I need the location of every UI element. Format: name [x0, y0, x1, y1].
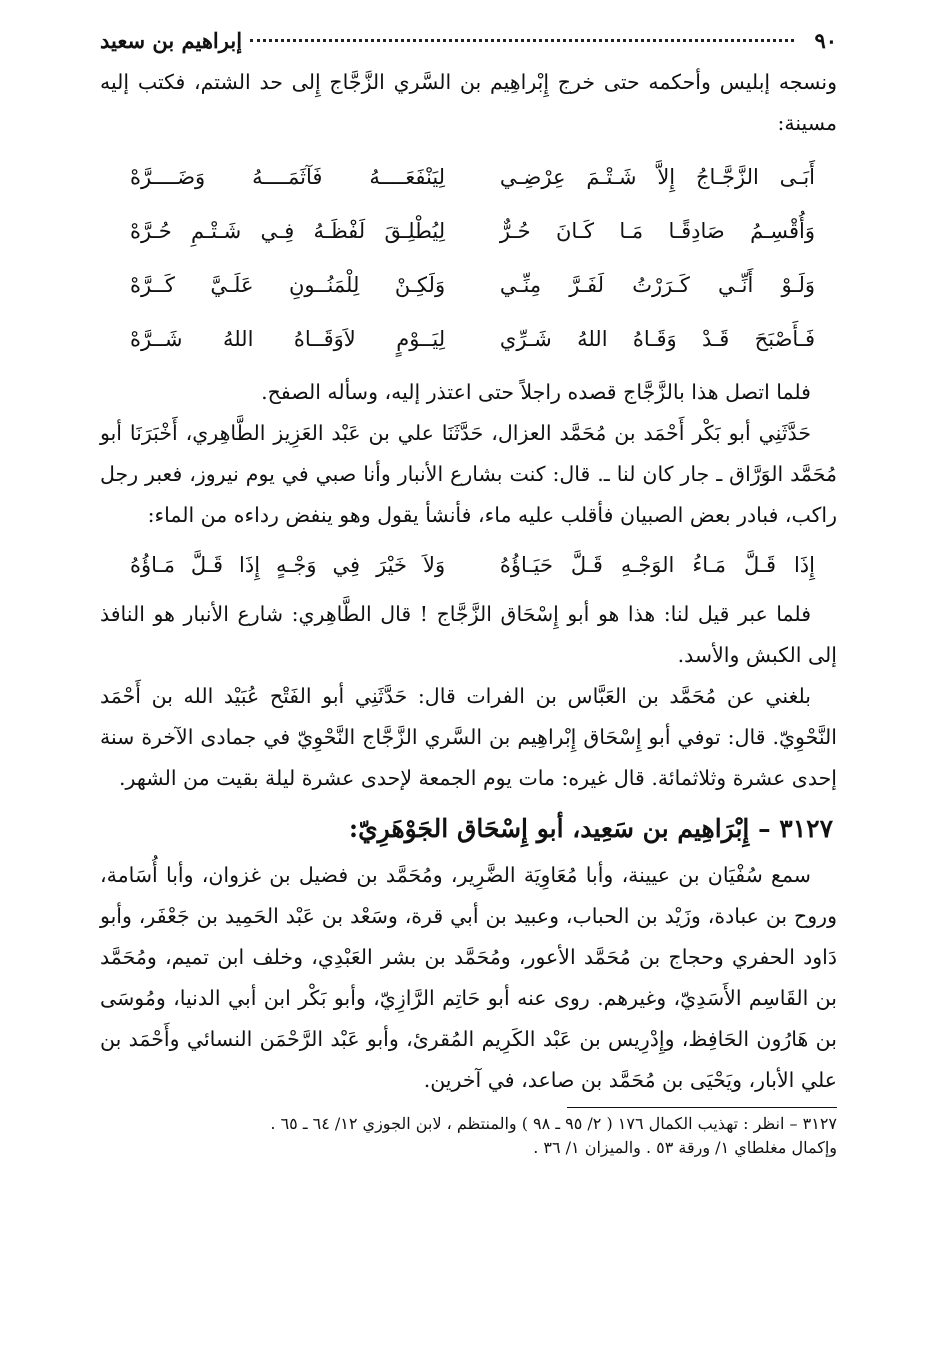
- page-number: ٩٠: [814, 28, 837, 53]
- paragraph-3: حَدَّثَنِي أبو بَكْر أَحْمَد بن مُحَمَّد العزال، حَدَّثَنَا علي بن عَبْد العَزِيز الطَّاهِري، أَخْبَرَنَا أبو مُحَمَّد الوَرَّاق ـ جار كان لنا ـ. قال: كنت بشارع الأنبار وأنا صبي في يوم نيروز، فعبر رجل راكب، فبادر بعض الصبيان فأقلب عليه ماء، فأنشأ يقول وهو ينفض رداءه من الماء:: [100, 421, 837, 527]
- paragraph-1: ونسجه إبليس وأحكمه حتى خرج إِبْراهِيم بن السَّري الزَّجَّاج إِلى حد الشتم، فكتب إليه مسينة:: [100, 70, 837, 135]
- verse-hemistich-right: إِذَا قَـلَّ مَـاءُ الوَجْـهِ قَـلَّ حَيَـاؤُهُ: [499, 553, 815, 577]
- verse-line: [100, 542, 837, 588]
- verse-hemistich-right: وَلَـوْ أَنِّـي كَـرَرْتُ لَفَـرَّ مِنِّـي: [499, 273, 815, 297]
- verse-hemistich-right: فَـأَصْبَحَ قَـدْ وَقَـاهُ اللهُ شَـرِّي: [499, 327, 815, 351]
- leader-dots: [250, 39, 794, 42]
- verse-hemistich-left: لِيَــوْمٍ لاَوَقَــاهُ اللهُ شَــرَّهْ: [130, 327, 446, 351]
- verse-hemistich-left: لِيَنْفَعَــــهُ فَآثَمَــــهُ وَضَــــرَّهْ: [130, 165, 446, 189]
- verse-hemistich-right: أَبَـى الزَّجَّـاجُ إِلاَّ شَـتْـمَ عِرْضِـي: [499, 165, 815, 189]
- verse-line: [100, 204, 837, 258]
- poem-2: [100, 542, 837, 588]
- biography-heading: ٣١٢٧ – إِبْرَاهِيم بن سَعِيد، أبو إِسْحَاق الجَوْهَرِيّ:: [348, 814, 833, 843]
- verse-line: [100, 150, 837, 204]
- verse-line: [100, 258, 837, 312]
- paragraph-6: سمع سُفْيَان بن عيينة، وأبا مُعَاوِيَة الضَّرِير، ومُحَمَّد بن فضيل بن غزوان، وأبا أُسَامة، وروح بن عبادة، وزَيْد بن الحباب، وعبيد بن أبي قرة، وسَعْد بن عَبْد الحَمِيد بن جَعْفَر، وأبو دَاود الحفري وحجاج بن مُحَمَّد الأعور، ومُحَمَّد بن بشر العَبْدِي، وخلف ابن تميم، ومُحَمَّد بن القَاسِم الأَسَدِيّ، وغيرهم. روى عنه أبو حَاتِم الرَّازِيّ، وأبو بَكْر ابن أبي الدنيا، ومُوسَى بن هَارُون الحَافِظ، وإِدْرِيس بن عَبْد الكَرِيم المُقرئ، وأبو عَبْد الرَّحْمَن النسائي وأَحْمَد بن علي الأبار، ويَحْيَى بن مُحَمَّد بن صاعد، في آخرين.: [100, 863, 837, 1092]
- verse-hemistich-left: لِيُطْلِـقَ لَفْظَـهُ فِـي شَـتْـمِ حُـرَّهْ: [130, 219, 446, 243]
- paragraph-4: فلما عبر قيل لنا: هذا هو أبو إِسْحَاق الزَّجَّاج ! قال الطَّاهِري: شارع الأنبار هو النافذ إلى الكبش والأسد.: [100, 602, 837, 667]
- footnote-line: وإكمال مغلطاي ١/ ورقة ٥٣ . والميزان ١/ ٣٦ .: [533, 1138, 837, 1157]
- verse-hemistich-right: وَأُقْسِـمُ صَادِقًـا مَـا كَـانَ حُـرٌّ: [499, 219, 815, 243]
- running-head: [100, 28, 837, 62]
- verse-hemistich-left: وَلاَ خَيْرَ فِي وَجْـهٍ إِذَا قَـلَّ مَـاؤُهُ: [130, 553, 446, 577]
- verse-line: [100, 312, 837, 366]
- verse-hemistich-left: وَلَكِـنْ لِلْمَنُــونِ عَلَـيَّ كَــرَّهْ: [130, 273, 446, 297]
- footnotes: [100, 1112, 837, 1160]
- paragraph-2: فلما اتصل هذا بالزَّجَّاج قصده راجلاً حتى اعتذر إليه، وسأله الصفح.: [261, 380, 811, 404]
- poem-1: [100, 150, 837, 366]
- running-title: إبراهيم بن سعيد: [100, 28, 243, 53]
- footnote-divider: [567, 1107, 837, 1108]
- footnote-line: ٣١٢٧ – انظر : تهذيب الكمال ١٧٦ ( ٢/ ٩٥ ـ ٩٨ ) والمنتظم ، لابن الجوزي ١٢/ ٦٤ ـ ٦٥ .: [270, 1114, 837, 1133]
- paragraph-5: بلغني عن مُحَمَّد بن العَبَّاس بن الفرات قال: حَدَّثَنِي أبو الفَتْح عُبَيْد الله بن أَحْمَد النَّحْوِيّ. قال: توفي أبو إِسْحَاق إِبْراهِيم بن السَّري الزَّجَّاج النَّحْوِيّ في جمادى الآخرة سنة إحدى عشرة وثلاثمائة. قال غيره: مات يوم الجمعة لإحدى عشرة ليلة بقيت من الشهر.: [100, 684, 837, 790]
